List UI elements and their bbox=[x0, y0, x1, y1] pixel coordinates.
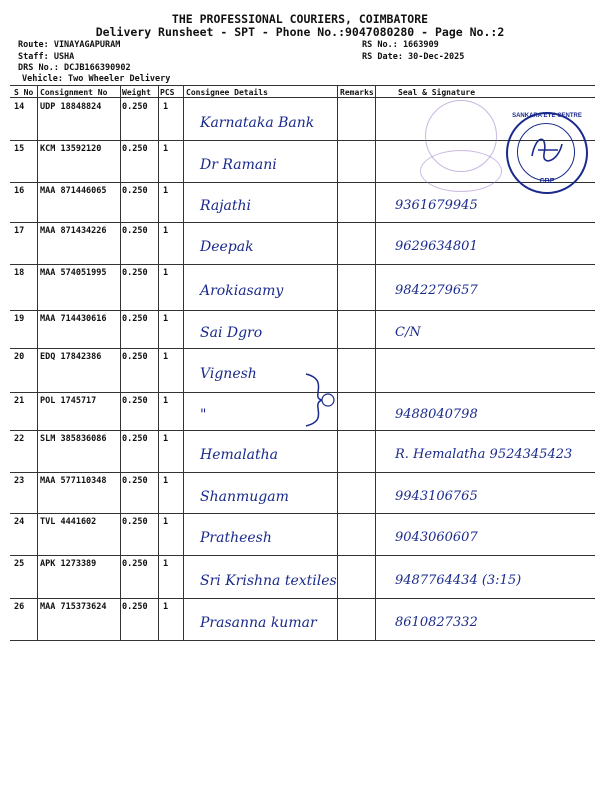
row-consignment-no: MAA 871434226 bbox=[40, 226, 107, 236]
row-pcs: 1 bbox=[163, 602, 169, 612]
row-divider bbox=[10, 348, 595, 349]
row-pcs: 1 bbox=[163, 352, 169, 362]
row-divider bbox=[10, 598, 595, 599]
row-weight: 0.250 bbox=[122, 352, 148, 362]
row-weight: 0.250 bbox=[122, 396, 148, 406]
col-divider bbox=[183, 85, 184, 640]
row-weight: 0.250 bbox=[122, 226, 148, 236]
row-sno: 15 bbox=[14, 144, 25, 154]
row-consignee-handwriting: Sai Dgro bbox=[200, 325, 263, 341]
row-pcs: 1 bbox=[163, 396, 169, 406]
col-weight-header: Weight bbox=[122, 88, 151, 97]
row-signature-handwriting: R. Hemalatha 9524345423 bbox=[395, 447, 573, 462]
row-consignment-no: MAA 577110348 bbox=[40, 476, 107, 486]
row-consignment-no: KCM 13592120 bbox=[40, 144, 102, 154]
row-weight: 0.250 bbox=[122, 314, 148, 324]
col-pcs-header: PCS bbox=[160, 88, 175, 97]
row-weight: 0.250 bbox=[122, 144, 148, 154]
row-sno: 16 bbox=[14, 186, 25, 196]
row-sno: 25 bbox=[14, 559, 25, 569]
row-consignee-handwriting: Shanmugam bbox=[200, 488, 289, 505]
col-divider bbox=[37, 85, 38, 640]
row-sno: 23 bbox=[14, 476, 25, 486]
row-consignment-no: MAA 715373624 bbox=[40, 602, 107, 612]
col-consignee-header: Consignee Details bbox=[186, 88, 268, 97]
row-sno: 19 bbox=[14, 314, 25, 324]
row-pcs: 1 bbox=[163, 517, 169, 527]
row-pcs: 1 bbox=[163, 226, 169, 236]
row-sno: 14 bbox=[14, 102, 25, 112]
row-divider bbox=[10, 222, 595, 223]
row-weight: 0.250 bbox=[122, 434, 148, 444]
row-weight: 0.250 bbox=[122, 102, 148, 112]
row-consignee-handwriting: Arokiasamy bbox=[200, 283, 284, 299]
row-consignment-no: MAA 871446065 bbox=[40, 186, 107, 196]
row-divider bbox=[10, 555, 595, 556]
row-sno: 26 bbox=[14, 602, 25, 612]
rs-date-label: RS Date: 30-Dec-2025 bbox=[362, 52, 465, 62]
vehicle-label: Vehicle: Two Wheeler Delivery bbox=[22, 74, 171, 84]
col-divider bbox=[120, 85, 121, 640]
route-label: Route: VINAYAGAPURAM bbox=[18, 40, 121, 50]
row-pcs: 1 bbox=[163, 559, 169, 569]
col-consignment-header: Consignment No bbox=[40, 88, 108, 97]
row-consignment-no: SLM 385836086 bbox=[40, 434, 107, 444]
header-bottom-border bbox=[10, 97, 595, 98]
col-seal-header: Seal & Signature bbox=[398, 88, 476, 97]
row-pcs: 1 bbox=[163, 268, 169, 278]
row-divider bbox=[10, 472, 595, 473]
row-consignee-handwriting: Rajathi bbox=[200, 198, 252, 214]
row-weight: 0.250 bbox=[122, 559, 148, 569]
stamp-signature-icon bbox=[508, 114, 586, 192]
row-consignment-no: EDQ 17842386 bbox=[40, 352, 102, 362]
stamp-top-text: SANKARA EYE CENTRE bbox=[512, 113, 582, 119]
runsheet-subtitle: Delivery Runsheet - SPT - Phone No.:9047080280 - Page No.:2 bbox=[95, 25, 505, 39]
row-weight: 0.250 bbox=[122, 602, 148, 612]
row-signature-handwriting: 9361679945 bbox=[395, 198, 478, 213]
row-sno: 21 bbox=[14, 396, 25, 406]
row-consignee-handwriting: " bbox=[200, 407, 207, 423]
col-divider bbox=[375, 85, 376, 640]
row-pcs: 1 bbox=[163, 476, 169, 486]
row-sno: 18 bbox=[14, 268, 25, 278]
stamp-bottom-text: CBE bbox=[539, 178, 555, 185]
row-consignment-no: UDP 18848824 bbox=[40, 102, 102, 112]
row-consignment-no: MAA 574051995 bbox=[40, 268, 107, 278]
row-consignee-handwriting: Sri Krishna textiles bbox=[200, 572, 337, 589]
row-divider bbox=[10, 264, 595, 265]
row-pcs: 1 bbox=[163, 186, 169, 196]
col-divider bbox=[158, 85, 159, 640]
row-pcs: 1 bbox=[163, 434, 169, 444]
row-consignee-handwriting: Dr Ramani bbox=[200, 157, 277, 173]
row-consignment-no: APK 1273389 bbox=[40, 559, 97, 569]
company-seal-stamp bbox=[506, 112, 588, 194]
drs-label: DRS No.: DCJB166390902 bbox=[18, 63, 131, 73]
row-signature-handwriting: 9943106765 bbox=[395, 488, 478, 504]
col-remarks-header: Remarks bbox=[340, 88, 374, 97]
row-consignee-handwriting: Pratheesh bbox=[200, 530, 272, 546]
row-sno: 24 bbox=[14, 517, 25, 527]
row-divider bbox=[10, 430, 595, 431]
row-consignment-no: TVL 4441602 bbox=[40, 517, 97, 527]
row-consignment-no: POL 1745717 bbox=[40, 396, 97, 406]
row-signature-handwriting: 9487764434 (3:15) bbox=[395, 572, 522, 588]
row-consignee-handwriting: Vignesh bbox=[200, 366, 257, 382]
col-sno-header: S No bbox=[14, 88, 34, 97]
row-signature-handwriting: C/N bbox=[395, 325, 421, 340]
rs-no-label: RS No.: 1663909 bbox=[362, 40, 439, 50]
row-consignee-handwriting: Karnataka Bank bbox=[200, 115, 315, 131]
row-divider bbox=[10, 640, 595, 641]
col-divider bbox=[337, 85, 338, 640]
table-top-border bbox=[10, 85, 595, 86]
row-divider bbox=[10, 513, 595, 514]
shared-signature-brace bbox=[300, 370, 340, 430]
row-weight: 0.250 bbox=[122, 476, 148, 486]
row-pcs: 1 bbox=[163, 144, 169, 154]
row-divider bbox=[10, 310, 595, 311]
row-sno: 22 bbox=[14, 434, 25, 444]
row-weight: 0.250 bbox=[122, 268, 148, 278]
row-signature-handwriting: 9842279657 bbox=[395, 283, 478, 298]
row-consignee-handwriting: Prasanna kumar bbox=[200, 615, 317, 631]
row-consignee-handwriting: Deepak bbox=[200, 239, 254, 255]
row-signature-handwriting: 9629634801 bbox=[395, 239, 478, 254]
row-consignee-handwriting: Hemalatha bbox=[200, 447, 278, 463]
bank-stamp-second bbox=[420, 150, 502, 192]
row-weight: 0.250 bbox=[122, 517, 148, 527]
row-sno: 17 bbox=[14, 226, 25, 236]
row-signature-handwriting: 8610827332 bbox=[395, 615, 478, 630]
row-pcs: 1 bbox=[163, 314, 169, 324]
row-signature-handwriting: 9043060607 bbox=[395, 530, 478, 545]
row-weight: 0.250 bbox=[122, 186, 148, 196]
row-consignment-no: MAA 714430616 bbox=[40, 314, 107, 324]
row-signature-handwriting: 9488040798 bbox=[395, 407, 478, 422]
runsheet-title: THE PROFESSIONAL COURIERS, COIMBATORE bbox=[171, 12, 429, 26]
row-sno: 20 bbox=[14, 352, 25, 362]
row-pcs: 1 bbox=[163, 102, 169, 112]
staff-label: Staff: USHA bbox=[18, 52, 75, 62]
